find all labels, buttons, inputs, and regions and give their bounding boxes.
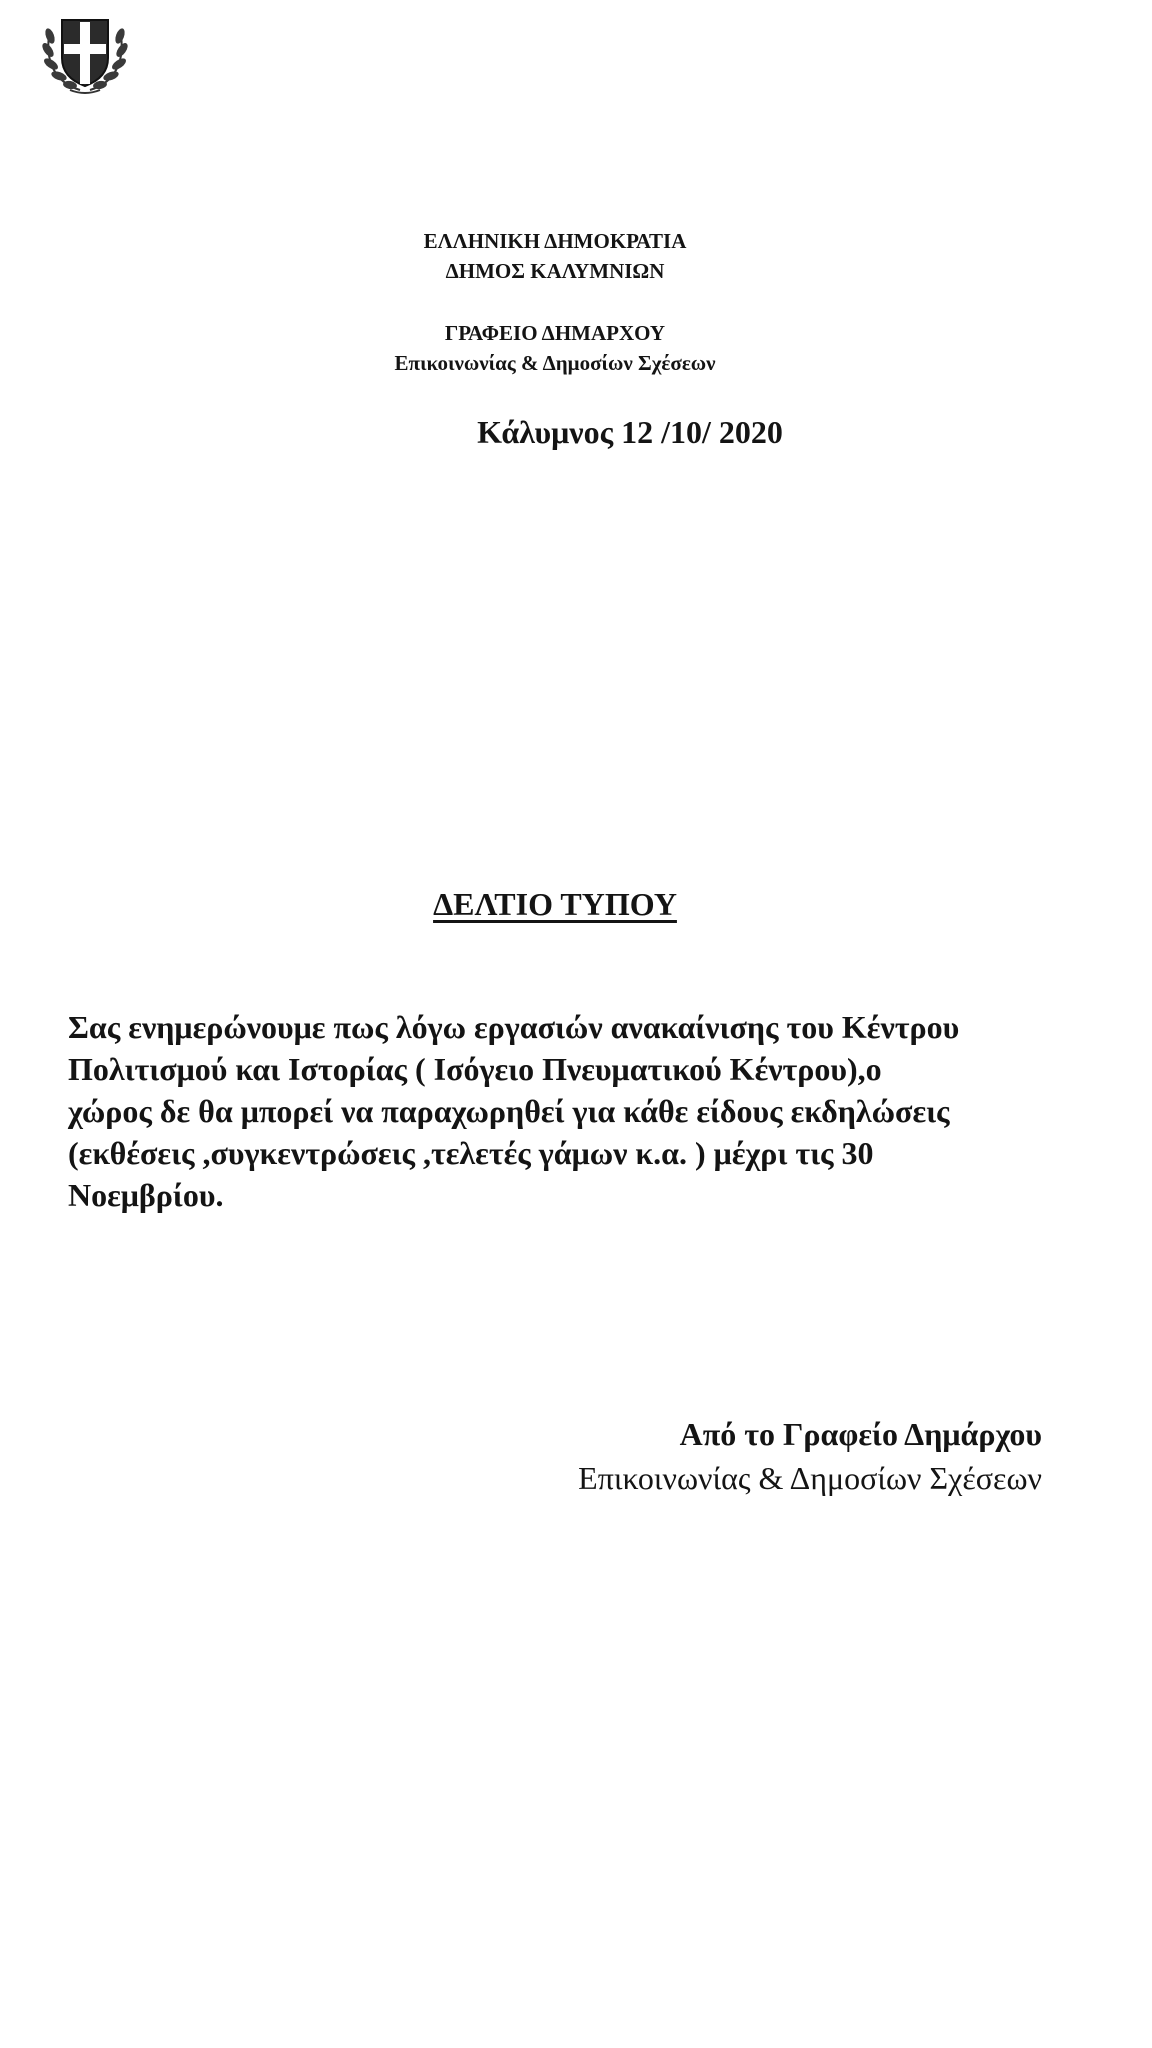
body-line: Νοεμβρίου. [68,1177,224,1213]
press-release-body [68,1006,1088,1216]
document-date: Κάλυμνος 12 /10/ 2020 [477,414,783,450]
body-line: χώρος δε θα μπορεί να παραχωρηθεί για κάθε είδους εκδηλώσεις [68,1093,950,1129]
body-line: (εκθέσεις ,συγκεντρώσεις ,τελετές γάμων κ.α. ) μέχρι τις 30 [68,1135,874,1171]
header-authority [0,226,1110,286]
header-mayor-office: ΓΡΑΦΕΙΟ ΔΗΜΑΡΧΟΥ [444,321,666,345]
header-municipality: ΔΗΜΟΣ ΚΑΛΥΜΝΙΩΝ [445,259,665,283]
signature-block [460,1412,1042,1500]
header-republic: ΕΛΛΗΝΙΚΗ ΔΗΜΟΚΡΑΤΙΑ [423,229,687,253]
signature-line-1: Από το Γραφείο Δημάρχου [679,1416,1042,1452]
header-office [0,318,1110,378]
signature-line-2: Επικοινωνίας & Δημοσίων Σχέσεων [578,1460,1042,1496]
body-line: Σας ενημερώνουμε πως λόγω εργασιών ανακαίνισης του Κέντρου [68,1009,960,1045]
page-title: ΔΕΛΤΙΟ ΤΥΠΟΥ [433,886,677,922]
greek-coat-of-arms-icon [40,12,130,96]
header-communications: Επικοινωνίας & Δημοσίων Σχέσεων [394,351,716,375]
body-line: Πολιτισμού και Ιστορίας ( Ισόγειο Πνευματικού Κέντρου),ο [68,1051,882,1087]
